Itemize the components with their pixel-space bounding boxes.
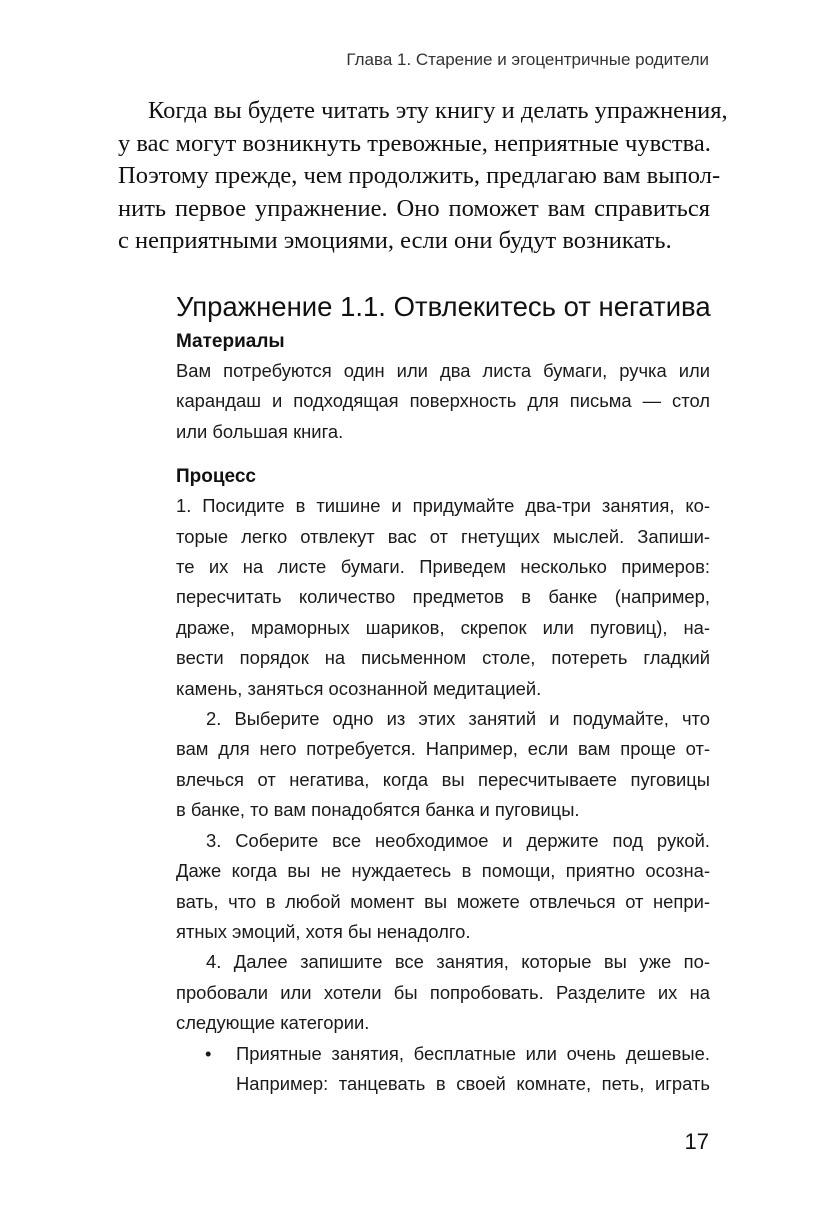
materials-text xyxy=(176,356,710,447)
step-line: камень, заняться осознанной медитацией. xyxy=(176,677,542,699)
step-line: 3. Соберите все необходимое и держите под рукой. xyxy=(206,829,710,851)
materials-line: карандаш и подходящая поверхность для письма — стол xyxy=(176,390,710,412)
process-heading: Процесс xyxy=(176,466,256,488)
step-line: вести порядок на письменном столе, потереть гладкий xyxy=(176,647,710,669)
step-line: те их на листе бумаги. Приведем несколько примеров: xyxy=(176,556,710,578)
step-line: следующие категории. xyxy=(176,1012,370,1034)
exercise-section xyxy=(176,288,710,1099)
step-line: вать, что в любой момент вы можете отвлечься от непри- xyxy=(176,890,710,912)
intro-line: нить первое упражнение. Оно поможет вам справиться xyxy=(118,194,710,222)
step-line: в банке, то вам понадобятся банка и пуговицы. xyxy=(176,799,580,821)
bullet-line: Например: танцевать в своей комнате, петь, играть xyxy=(236,1072,710,1094)
step-line: ятных эмоций, хотя бы ненадолго. xyxy=(176,920,471,942)
step-line: 4. Далее запишите все занятия, которые вы уже по- xyxy=(206,951,710,973)
materials-heading: Материалы xyxy=(176,331,285,352)
bullet-icon: • xyxy=(205,1042,212,1064)
process-step-2 xyxy=(176,704,710,826)
materials-line: Вам потребуются один или два листа бумаги, ручка или xyxy=(176,360,710,381)
step-line: пересчитать количество предметов в банке (например, xyxy=(176,586,710,608)
intro-line: у вас могут возникнуть тревожные, неприятные чувства. xyxy=(118,129,711,157)
process-step-1 xyxy=(176,491,710,704)
step-line: пробовали или хотели бы попробовать. Разделите их на xyxy=(176,981,710,1003)
page-number: 17 xyxy=(684,1129,709,1154)
bullet-list xyxy=(176,1039,710,1100)
exercise-title: Упражнение 1.1. Отвлекитесь от негатива xyxy=(176,291,711,322)
process-step-4 xyxy=(176,947,710,1038)
running-head: Глава 1. Старение и эгоцентричные родители xyxy=(346,50,709,69)
spacer xyxy=(176,447,710,463)
bullet-line: Приятные занятия, бесплатные или очень дешевые. xyxy=(236,1042,710,1064)
intro-paragraph xyxy=(118,95,728,258)
intro-line: Поэтому прежде, чем продолжить, предлагаю вам выпол- xyxy=(118,162,721,189)
step-line: 1. Посидите в тишине и придумайте два-три занятия, ко- xyxy=(176,495,710,517)
process-step-3 xyxy=(176,826,710,948)
intro-line: Когда вы будете читать эту книгу и делать упражнения, xyxy=(148,97,728,124)
step-line: Даже когда вы не нуждаетесь в помощи, приятно осозна- xyxy=(176,860,710,882)
step-line: 2. Выберите одно из этих занятий и подумайте, что xyxy=(206,708,710,730)
step-line: торые легко отвлекут вас от гнетущих мыслей. Запиши- xyxy=(176,525,710,547)
step-line: драже, мраморных шариков, скрепок или пуговиц), на- xyxy=(176,616,710,638)
step-line: вам для него потребуется. Например, если вам проще от- xyxy=(176,738,710,760)
step-line: влечься от негатива, когда вы пересчитываете пуговицы xyxy=(176,768,710,790)
bullet-item xyxy=(176,1039,710,1069)
materials-line: или большая книга. xyxy=(176,420,344,442)
intro-line: с неприятными эмоциями, если они будут возникать. xyxy=(118,227,672,254)
